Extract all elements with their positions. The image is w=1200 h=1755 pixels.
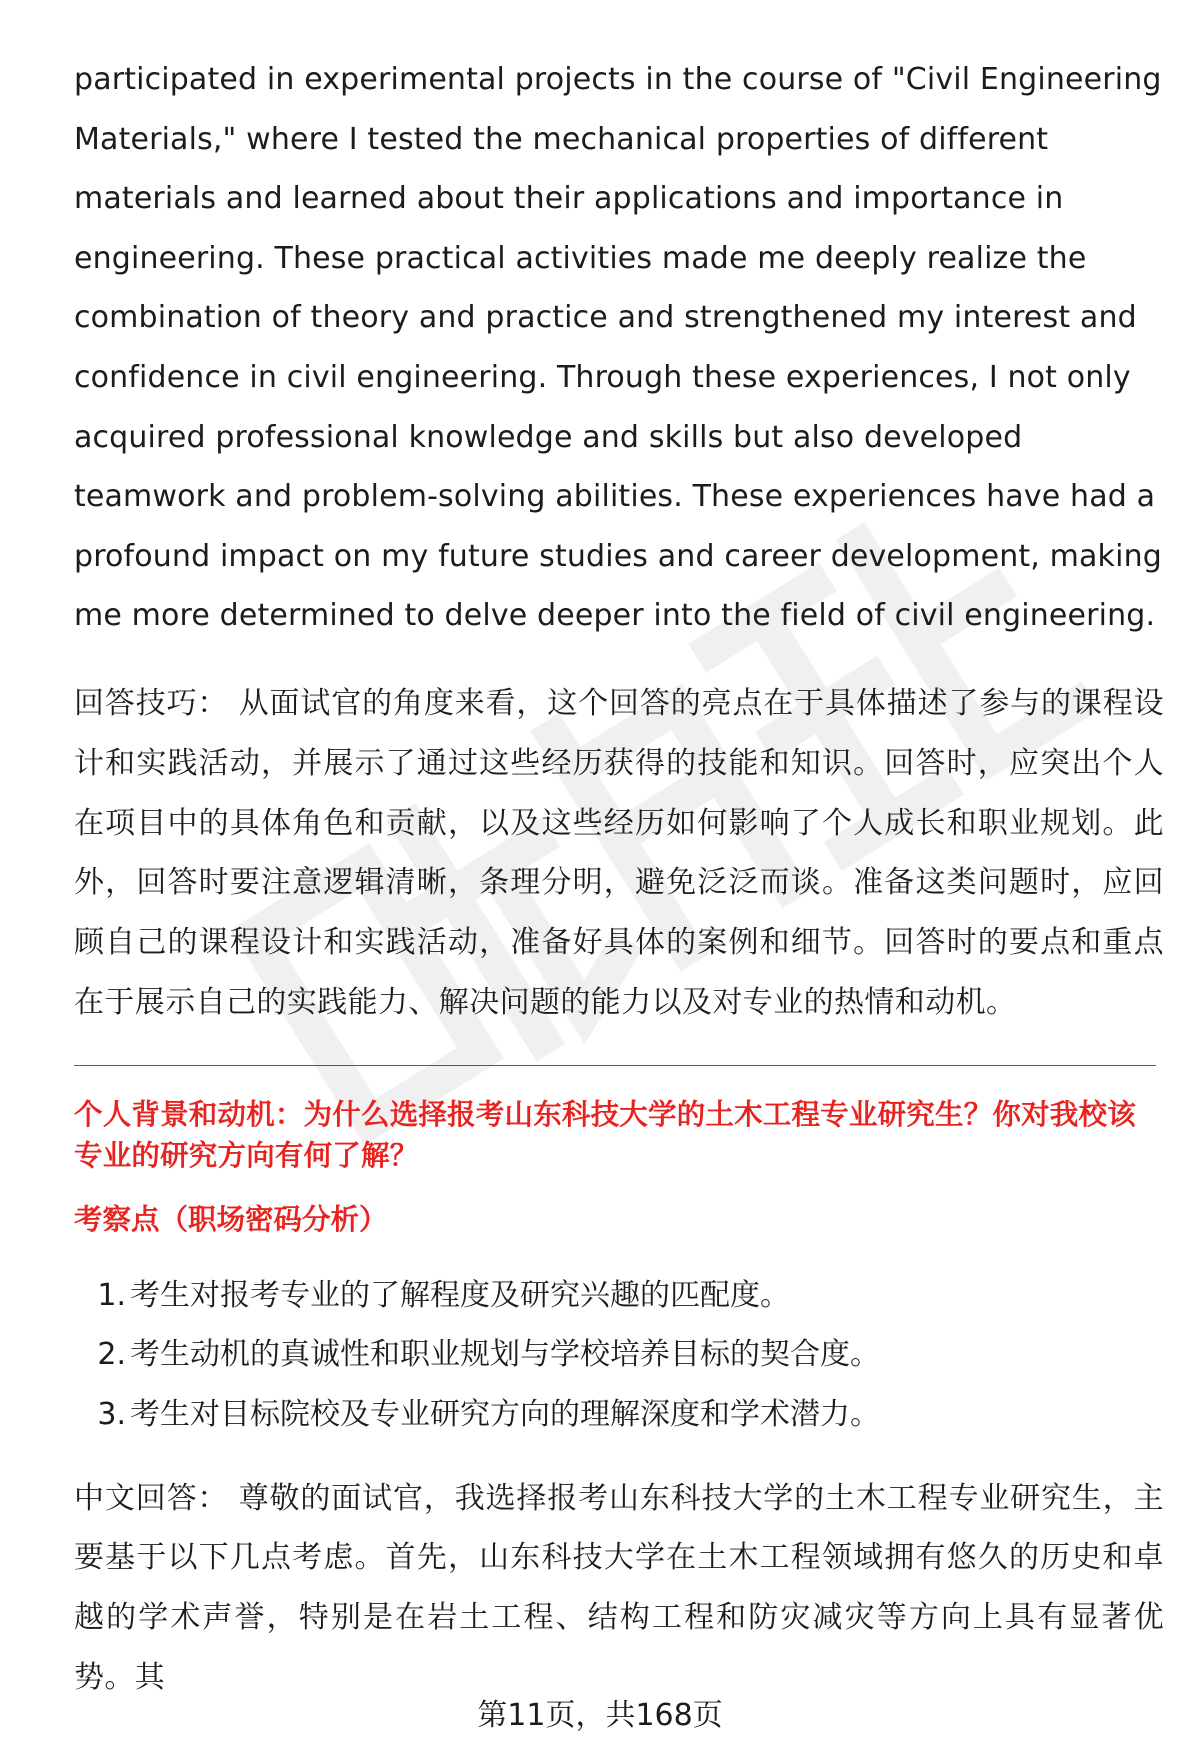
list-item-number: 2. xyxy=(97,1337,126,1373)
answer-paragraph xyxy=(74,1469,1164,1708)
list-item-number: 1. xyxy=(97,1277,126,1313)
list-item-text: 考生动机的真诚性和职业规划与学校培养目标的契合度。 xyxy=(130,1337,880,1373)
list-item xyxy=(74,1266,1164,1326)
intro-paragraph: participated in experimental projects in the course of "Civil Engineering Materials," where I tested the mechanical properties of different materials and learned about their applications and importance in engineering. These practical activities made me deeply realize the combination of theory and practice and strengthened my interest and confidence in civil engineering. Through these experiences, I not only acquired professional knowledge and skills but also developed teamwork and problem-solving abilities. These experiences have had a profound impact on my future studies and career development, making me more determined to delve deeper into the field of civil engineering. xyxy=(74,62,1162,634)
list-item xyxy=(74,1325,1164,1385)
analysis-points-list xyxy=(74,1266,1164,1445)
tips-text: 从面试官的角度来看，这个回答的亮点在于具体描述了参与的课程设计和实践活动，并展示了通过这些经历获得的技能和知识。回答时，应突出个人在项目中的具体角色和贡献，以及这些经历如何影响了个人成长和职业规划。此外，回答时要注意逻辑清晰，条理分明，避免泛泛而谈。准备这类问题时，应回顾自己的课程设计和实践活动，准备好具体的案例和细节。回答时的要点和重点在于展示自己的实践能力、解决问题的能力以及对专业的热情和动机。 xyxy=(74,685,1165,1020)
list-item-text: 考生对目标院校及专业研究方向的理解深度和学术潜力。 xyxy=(130,1396,880,1432)
list-item xyxy=(74,1385,1164,1445)
section-divider xyxy=(74,1065,1156,1066)
answer-text: 尊敬的面试官，我选择报考山东科技大学的土木工程专业研究生，主要基于以下几点考虑。首先，山东科技大学在土木工程领域拥有悠久的历史和卓越的学术声誉，特别是在岩土工程、结构工程和防灾减灾等方向上具有显著优势。其 xyxy=(74,1480,1165,1695)
tips-label: 回答技巧： xyxy=(74,685,229,721)
page-content xyxy=(74,50,1164,1708)
page-number-footer: 第11页，共168页 xyxy=(477,1698,723,1733)
list-item-number: 3. xyxy=(97,1396,126,1432)
question-heading: 个人背景和动机：为什么选择报考山东科技大学的土木工程专业研究生？你对我校该专业的研究方向有何了解？ xyxy=(74,1097,1136,1172)
analysis-title: 考察点（职场密码分析） xyxy=(74,1202,388,1236)
answer-label: 中文回答： xyxy=(74,1480,229,1516)
list-item-text: 考生对报考专业的了解程度及研究兴趣的匹配度。 xyxy=(130,1277,790,1313)
tips-paragraph xyxy=(74,674,1164,1033)
